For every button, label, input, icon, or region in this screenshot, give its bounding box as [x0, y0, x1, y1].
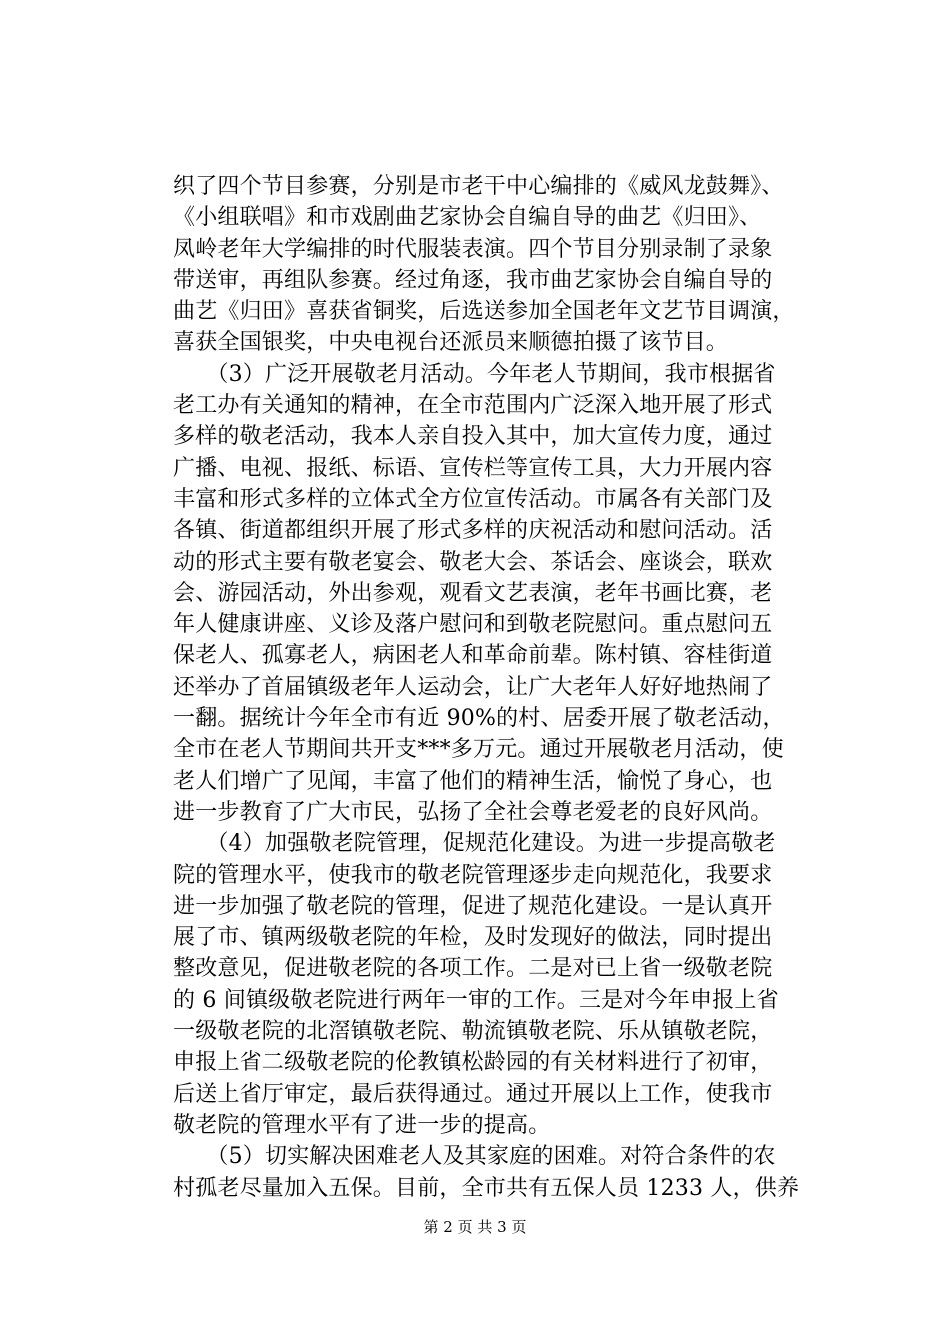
text-line: 凤岭老年大学编排的时代服装表演。四个节目分别录制了录象 — [173, 236, 773, 262]
text-line: （5）切实解决困难老人及其家庭的困难。对符合条件的农 — [173, 1144, 776, 1170]
text-line: 整改意见，促进敬老院的各项工作。二是对已上省一级敬老院 — [173, 956, 773, 982]
text-line: 老工办有关通知的精神，在全市范围内广泛深入地开展了形式 — [173, 393, 773, 419]
text-line: 一级敬老院的北滘镇敬老院、勒流镇敬老院、乐从镇敬老院， — [173, 1019, 773, 1045]
text-line: 喜获全国银奖，中央电视台还派员来顺德拍摄了该节目。 — [173, 330, 729, 356]
text-line: 后送上省厅审定，最后获得通过。通过开展以上工作，使我市 — [173, 1081, 773, 1107]
text-line: 全市在老人节期间共开支***多万元。通过开展敬老月活动，使 — [173, 737, 784, 763]
text-line: 进一步加强了敬老院的管理，促进了规范化建设。一是认真开 — [173, 893, 773, 919]
text-line: 动的形式主要有敬老宴会、敬老大会、茶话会、座谈会，联欢 — [173, 549, 773, 575]
text-line: 村孤老尽量加入五保。目前，全市共有五保人员 1233 人，供养 — [173, 1175, 800, 1201]
text-line: （3）广泛开展敬老月活动。今年老人节期间，我市根据省 — [173, 361, 776, 387]
text-line: 《小组联唱》和市戏剧曲艺家协会自编自导的曲艺《归田》、 — [173, 205, 762, 231]
text-line: 带送审，再组队参赛。经过角逐，我市曲艺家协会自编自导的 — [173, 267, 773, 293]
text-line: （4）加强敬老院管理，促规范化建设。为进一步提高敬老 — [173, 831, 776, 857]
text-line: 的 6 间镇级敬老院进行两年一审的工作。三是对今年申报上省 — [173, 987, 779, 1013]
body-text — [173, 171, 863, 1204]
text-line: 织了四个节目参赛，分别是市老干中心编排的《威风龙鼓舞》、 — [173, 174, 784, 199]
text-line: 广播、电视、报纸、标语、宣传栏等宣传工具，大力开展内容 — [173, 455, 773, 481]
text-line: 院的管理水平，使我市的敬老院管理逐步走向规范化，我要求 — [173, 862, 773, 888]
text-line: 丰富和形式多样的立体式全方位宣传活动。市属各有关部门及 — [173, 486, 773, 512]
text-line: 保老人、孤寡老人，病困老人和革命前辈。陈村镇、容桂街道 — [173, 643, 773, 669]
text-line: 老人们增广了见闻，丰富了他们的精神生活，愉悦了身心，也 — [173, 768, 773, 794]
text-line: 进一步教育了广大市民，弘扬了全社会尊老爱老的良好风尚。 — [173, 799, 773, 825]
text-line: 展了市、镇两级敬老院的年检，及时发现好的做法，同时提出 — [173, 925, 773, 951]
text-line: 还举办了首届镇级老年人运动会，让广大老年人好好地热闹了 — [173, 674, 773, 700]
text-line: 会、游园活动，外出参观，观看文艺表演，老年书画比赛，老 — [173, 580, 773, 606]
text-line: 一翻。据统计今年全市有近 90%的村、居委开展了敬老活动， — [173, 706, 785, 732]
text-line: 多样的敬老活动，我本人亲自投入其中，加大宣传力度，通过 — [173, 424, 773, 450]
text-line: 各镇、街道都组织开展了形式多样的庆祝活动和慰问活动。活 — [173, 518, 773, 544]
text-line: 申报上省二级敬老院的伦教镇松龄园的有关材料进行了初审， — [173, 1050, 773, 1076]
text-line: 曲艺《归田》喜获省铜奖，后选送参加全国老年文艺节目调演， — [173, 299, 795, 325]
page-footer: 第 2 页 共 3 页 — [423, 1218, 527, 1236]
text-line: 敬老院的管理水平有了进一步的提高。 — [173, 1112, 551, 1138]
text-line: 年人健康讲座、义诊及落户慰问和到敬老院慰问。重点慰问五 — [173, 612, 773, 638]
